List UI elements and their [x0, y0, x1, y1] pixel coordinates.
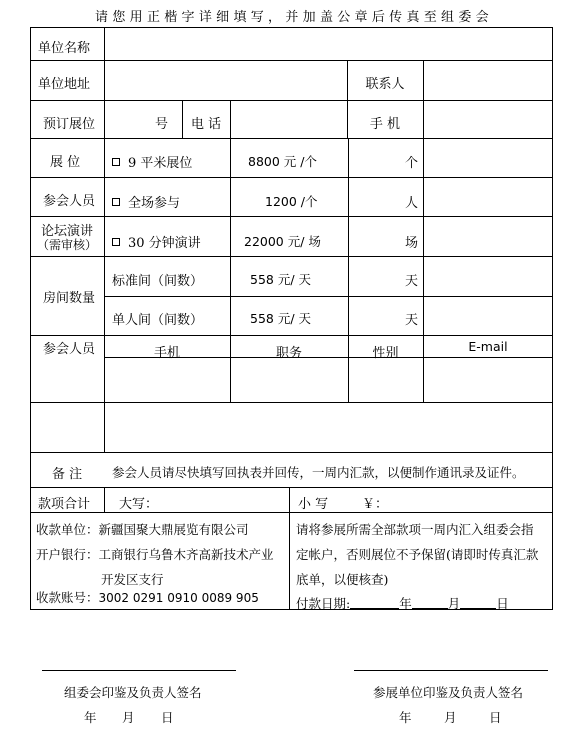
payment-day-field[interactable] [460, 597, 496, 609]
booth-price: 8800 元 /个 [248, 154, 317, 169]
payee-row [36, 520, 249, 538]
row-line [30, 335, 553, 336]
payment-note-line2: 定帐户，否则展位不予保留(请即时传真汇款 [296, 547, 539, 562]
single-room-unit: 天 [405, 313, 419, 328]
standard-room-option: 标准间（间数） [112, 274, 204, 289]
payment-note-line3: 底单，以便核查) [296, 572, 389, 587]
single-room-option: 单人间（间数） [112, 313, 204, 328]
col-line [289, 487, 290, 610]
table-border-right [552, 27, 553, 610]
standard-room-unit: 天 [405, 274, 419, 289]
signature-line-right [354, 670, 548, 671]
account-label: 收款账号： [36, 590, 99, 605]
col-header-position: 职务 [275, 346, 302, 361]
col-line [104, 487, 105, 512]
table-border-left [30, 27, 31, 610]
signature-left-year: 年 [84, 710, 97, 725]
capital-amount-label: 大写： [119, 497, 159, 512]
signature-left-day: 日 [161, 710, 174, 725]
contact-label: 联系人 [365, 77, 405, 92]
remarks-text: 参会人员请尽快填写回执表并回传，一周内汇款，以便制作通讯录及证件。 [112, 465, 525, 480]
signature-right-month: 月 [444, 710, 457, 725]
booth-label: 展 位 [50, 155, 81, 170]
signature-left-label: 组委会印鉴及负责人签名 [64, 685, 202, 700]
payment-year-label: 年 [399, 596, 412, 611]
row-line [30, 487, 553, 488]
unit-name-label: 单位名称 [38, 41, 91, 56]
attend-price: 1200 /个 [265, 194, 318, 209]
bank-value-line1: 工商银行乌鲁木齐高新技术产业 [98, 547, 274, 562]
row-line [30, 452, 553, 453]
payment-day-label: 日 [496, 596, 509, 611]
payment-month-label: 月 [447, 596, 461, 611]
payment-month-field[interactable] [412, 597, 448, 609]
forum-option-text: 30 分钟演讲 [128, 236, 201, 251]
unit-address-field[interactable] [105, 61, 346, 99]
rooms-label: 房间数量 [43, 291, 96, 306]
row-line [30, 256, 553, 257]
phone-field[interactable] [231, 101, 346, 137]
forum-label-line2: （需审核） [36, 238, 97, 252]
col-line [182, 100, 183, 138]
reserve-booth-label: 预订展位 [43, 117, 96, 132]
bank-row [36, 545, 274, 563]
unit-name-field[interactable] [105, 28, 551, 59]
col-header-gender: 性别 [372, 346, 399, 361]
attendee-row-1[interactable] [31, 358, 552, 401]
remarks-label: 备 注 [52, 467, 83, 482]
booth-option[interactable] [112, 152, 192, 171]
bank-value-line2: 开发区支行 [101, 572, 164, 587]
attend-option-text: 全场参与 [128, 196, 181, 211]
attendee-list-label: 参会人员 [43, 342, 96, 357]
checkbox-icon[interactable] [112, 198, 120, 206]
booth-unit: 个 [405, 156, 419, 171]
unit-address-label: 单位地址 [38, 77, 91, 92]
yuan-sign: ￥： [362, 497, 389, 512]
total-label: 款项合计 [38, 497, 91, 512]
forum-unit: 场 [405, 236, 419, 251]
attend-unit: 人 [405, 196, 419, 211]
forum-label-line1: 论坛演讲 [40, 224, 93, 239]
row-line [30, 138, 553, 139]
account-row [36, 588, 259, 606]
payment-note-line1: 请将参展所需全部款项一周内汇入组委会指 [296, 522, 534, 537]
signature-right-day: 日 [489, 710, 502, 725]
single-room-price: 558 元/ 天 [250, 311, 312, 326]
bank-label: 开户银行： [36, 547, 99, 562]
payment-date-row [296, 594, 509, 612]
signature-left-month: 月 [122, 710, 135, 725]
payment-year-field[interactable] [350, 597, 399, 609]
row-line [104, 296, 553, 297]
row-line [30, 177, 553, 178]
signature-right-year: 年 [399, 710, 412, 725]
checkbox-icon[interactable] [112, 238, 120, 246]
phone-label: 电 话 [191, 117, 222, 132]
contact-field[interactable] [424, 61, 551, 99]
attendee-row-2[interactable] [31, 403, 552, 451]
checkbox-icon[interactable] [112, 158, 120, 166]
form-instruction: 请您用正楷字详细填写，并加盖公章后传真至组委会 [95, 10, 493, 25]
payee-value: 新疆国聚大鼎展览有限公司 [98, 522, 249, 537]
forum-option[interactable] [112, 232, 201, 251]
signature-right-label: 参展单位印鉴及负责人签名 [373, 685, 524, 700]
mobile-label: 手 机 [369, 117, 401, 132]
col-header-email: E-mail [468, 339, 508, 354]
row-line [30, 512, 553, 513]
attend-option[interactable] [112, 192, 180, 211]
booth-option-text: 9 平米展位 [128, 156, 193, 171]
mobile-field[interactable] [424, 101, 551, 137]
payment-date-label: 付款日期: [296, 596, 351, 611]
row-line [30, 216, 553, 217]
booth-number-suffix: 号 [155, 117, 169, 132]
forum-price: 22000 元/ 场 [244, 234, 321, 249]
col-header-mobile: 手机 [153, 346, 180, 361]
payee-label: 收款单位： [36, 522, 99, 537]
small-amount-label: 小 写 [298, 497, 329, 512]
attendees-label: 参会人员 [43, 194, 96, 209]
account-value: 3002 0291 0910 0089 905 [98, 591, 259, 605]
standard-room-price: 558 元/ 天 [250, 272, 312, 287]
signature-line-left [42, 670, 236, 671]
